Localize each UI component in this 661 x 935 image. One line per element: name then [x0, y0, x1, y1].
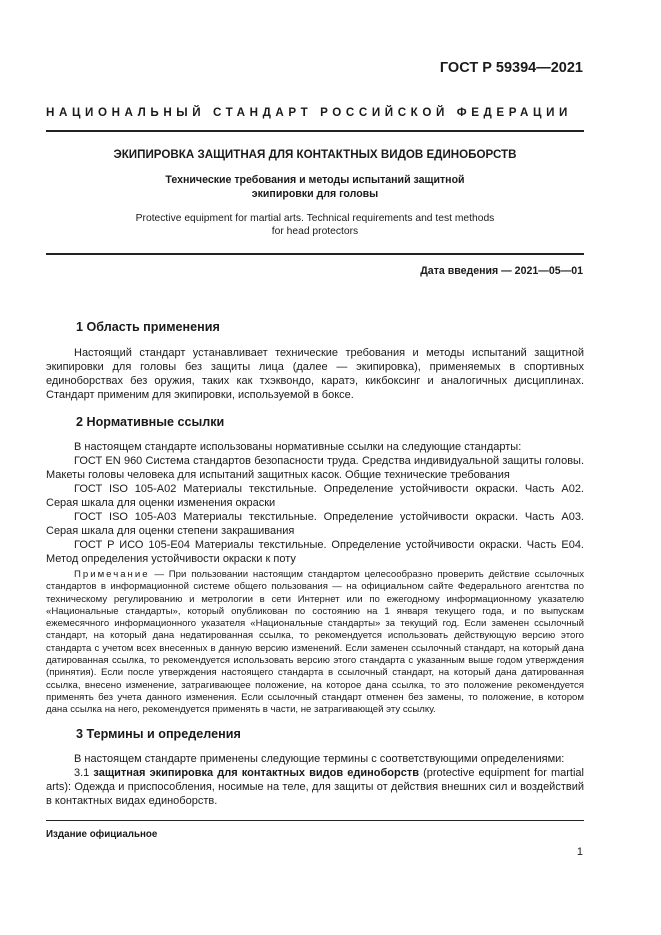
section-2-body — [46, 440, 584, 566]
section-2-note — [46, 569, 584, 717]
reference-item: ГОСТ ISO 105-A02 Материалы текстильные. Определение устойчивости окраски. Часть A02. Серая шкала для оценки изменения окраски — [46, 483, 584, 509]
section-3-body — [46, 752, 584, 808]
subtitle-line-1: Технические требования и методы испытаний защитной — [165, 174, 465, 186]
term-name: защитная экипировка для контактных видов единоборств — [93, 767, 419, 779]
standard-subtitle — [46, 173, 584, 201]
section-1-heading: 1 Область применения — [76, 320, 220, 334]
term-definition-text: (protective equipment for martial arts): Одежда и приспособления, носимые на теле, для защиты от действия внешних сил и воздействий в контактных видах единоборств. — [46, 767, 584, 807]
reference-item: ГОСТ ISO 105-A03 Материалы текстильные. Определение устойчивости окраски. Часть A03. Серая шкала для оценки степени закрашивания — [46, 511, 584, 537]
standard-title: ЭКИПИРОВКА ЗАЩИТНАЯ ДЛЯ КОНТАКТНЫХ ВИДОВ ЕДИНОБОРСТВ — [113, 148, 517, 161]
national-standard-banner: НАЦИОНАЛЬНЫЙ СТАНДАРТ РОССИЙСКОЙ ФЕДЕРАЦИИ — [46, 106, 572, 119]
reference-item: ГОСТ EN 960 Система стандартов безопасности труда. Средства индивидуальной защиты головы. Макеты головы человека для испытаний защитных касок. Общие технические требования — [46, 455, 584, 481]
term-definition — [46, 766, 584, 808]
english-title-line-1: Protective equipment for martial arts. Technical requirements and test methods — [135, 213, 495, 224]
section-1-body — [46, 346, 584, 402]
english-title-line-2: for head protectors — [271, 226, 359, 237]
section-3-heading: 3 Термины и определения — [76, 727, 241, 741]
section-2-heading: 2 Нормативные ссылки — [76, 415, 225, 429]
reference-item: ГОСТ Р ИСО 105-E04 Материалы текстильные. Определение устойчивости окраски. Часть E04. Метод определения устойчивости окраски к поту — [46, 539, 584, 565]
note-label: Примечание — [74, 569, 150, 580]
english-title — [46, 212, 584, 238]
term-number: 3.1 — [74, 767, 94, 779]
section-1-text: Настоящий стандарт устанавливает технические требования и методы испытаний защитной экипировки для головы без защиты лица (далее — экипировка), применяемых в спортивных единоборствах без оружия, таких как тхэквондо, каратэ, кикбоксинг и аналогичных дисциплинах. Стандарт применим для экипировки, используемой в боксе. — [46, 347, 584, 401]
title-divider — [46, 253, 584, 255]
official-edition-label: Издание официальное — [46, 829, 158, 840]
page-number: 1 — [576, 846, 583, 858]
section-3-intro: В настоящем стандарте применены следующие термины с соответствующими определениями: — [74, 753, 565, 765]
subtitle-line-2: экипировки для головы — [251, 188, 379, 200]
footer-divider — [46, 820, 584, 821]
top-divider — [46, 130, 584, 132]
document-code: ГОСТ Р 59394—2021 — [439, 60, 583, 76]
note-text: — При пользовании настоящим стандартом целесообразно проверить действие ссылочных стандартов в информационной системе общего пользования — на официальном сайте Федерального агентства по техническому регулированию и метрологии в сети Интернет или по ежегодному информационному указателю «Национальные стандарты», который опубликован по состоянию на 1 января текущего года, и по выпускам ежемесячного информационного указателя «Национальные стандарты» за текущий год. Если заменен ссылочный стандарт, на который дана недатированная ссылка, то рекомендуется использовать действующую версию этого стандарта с учетом всех внесенных в данную версию изменений. Если заменен ссылочный стандарт, на который дана датированная ссылка, то рекомендуется использовать версию этого стандарта с указанным выше годом утверждения (принятия). Если после утверждения настоящего стандарта в ссылочный стандарт, на который дана датированная ссылка, внесено изменение, затрагивающее положение, на которое дана ссылка, то это положение рекомендуется применять без учета данного изменения. Если ссылочный стандарт отменен без замены, то положение, в котором дана ссылка на него, рекомендуется применять в части, не затрагивающей эту ссылку. — [46, 569, 584, 716]
introduction-date: Дата введения — 2021—05—01 — [420, 265, 583, 277]
section-2-intro: В настоящем стандарте использованы нормативные ссылки на следующие стандарты: — [74, 441, 522, 453]
